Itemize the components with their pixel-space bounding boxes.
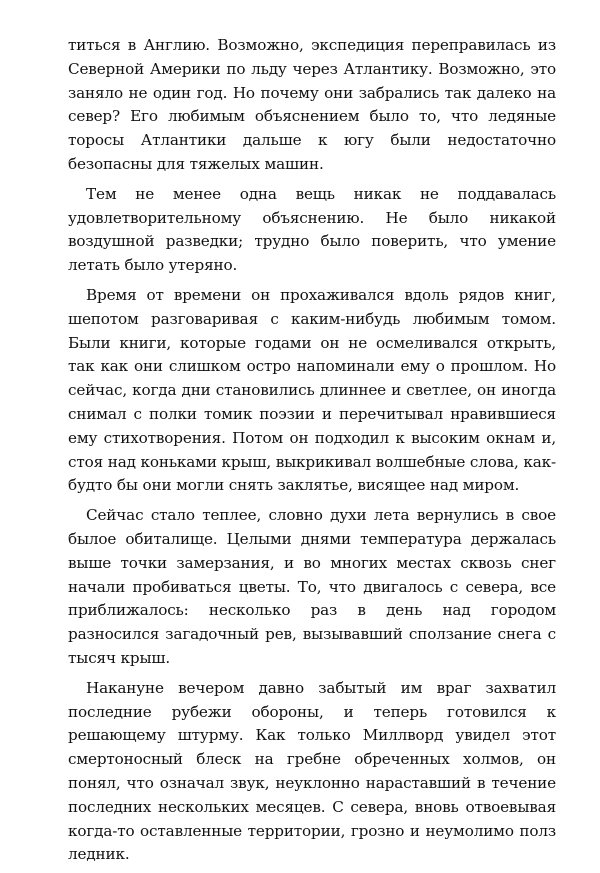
paragraph: Накануне вечером давно забытый им враг захватил последние рубежи обороны, и теперь готовился к решающему штурму. Как только Миллворд увидел этот смертоносный блеск на гребне обреченных холмов, он понял, что означал звук, неуклонно нараставший в течение последних нескольких месяцев. С севера, вновь отвоевывая когда-то оставленные территории, грозно и неумолимо полз ледник.	[68, 678, 556, 864]
paragraph-continued: титься в Англию. Возможно, экспедиция переправилась из Северной Америки по льду через Атлантику. Возможно, это заняло не один год. Но почему они забрались так далеко на север? Его любимым объяснением было то, что ледяные торосы Атлантики дальше к югу были недостаточно безопасны для тяжелых машин.	[68, 36, 556, 173]
paragraph: Тем не менее одна вещь никак не поддавалась удовлетворительному объяснению. Не было никакой воздушной разведки; трудно было поверить, что умение летать было утеряно.	[68, 184, 556, 275]
paragraph: Время от времени он прохаживался вдоль рядов книг, шепотом разговаривая с каким-нибудь любимым томом. Были книги, которые годами он не осмеливался открыть, так как они слишком остро напоминали ему о прошлом. Но сейчас, когда дни становились длиннее и светлее, он иногда снимал с полки томик поэзии и перечитывал нравившиеся ему стихотворения. Потом он подходил к высоким окнам и, стоя над коньками крыш, выкрикивал волшебные слова, как-будто бы они могли снять заклятье, висящее над миром.	[68, 285, 556, 495]
page-text	[68, 34, 556, 867]
paragraph: Сейчас стало теплее, словно духи лета вернулись в свое былое обиталище. Целыми днями температура держалась выше точки замерзания, и во многих местах сквозь снег начали пробиваться цветы. То, что двигалось с севера, все приближалось: несколько раз в день над городом разносился загадочный рев, вызывавший сползание снега с тысяч крыш.	[68, 506, 556, 667]
